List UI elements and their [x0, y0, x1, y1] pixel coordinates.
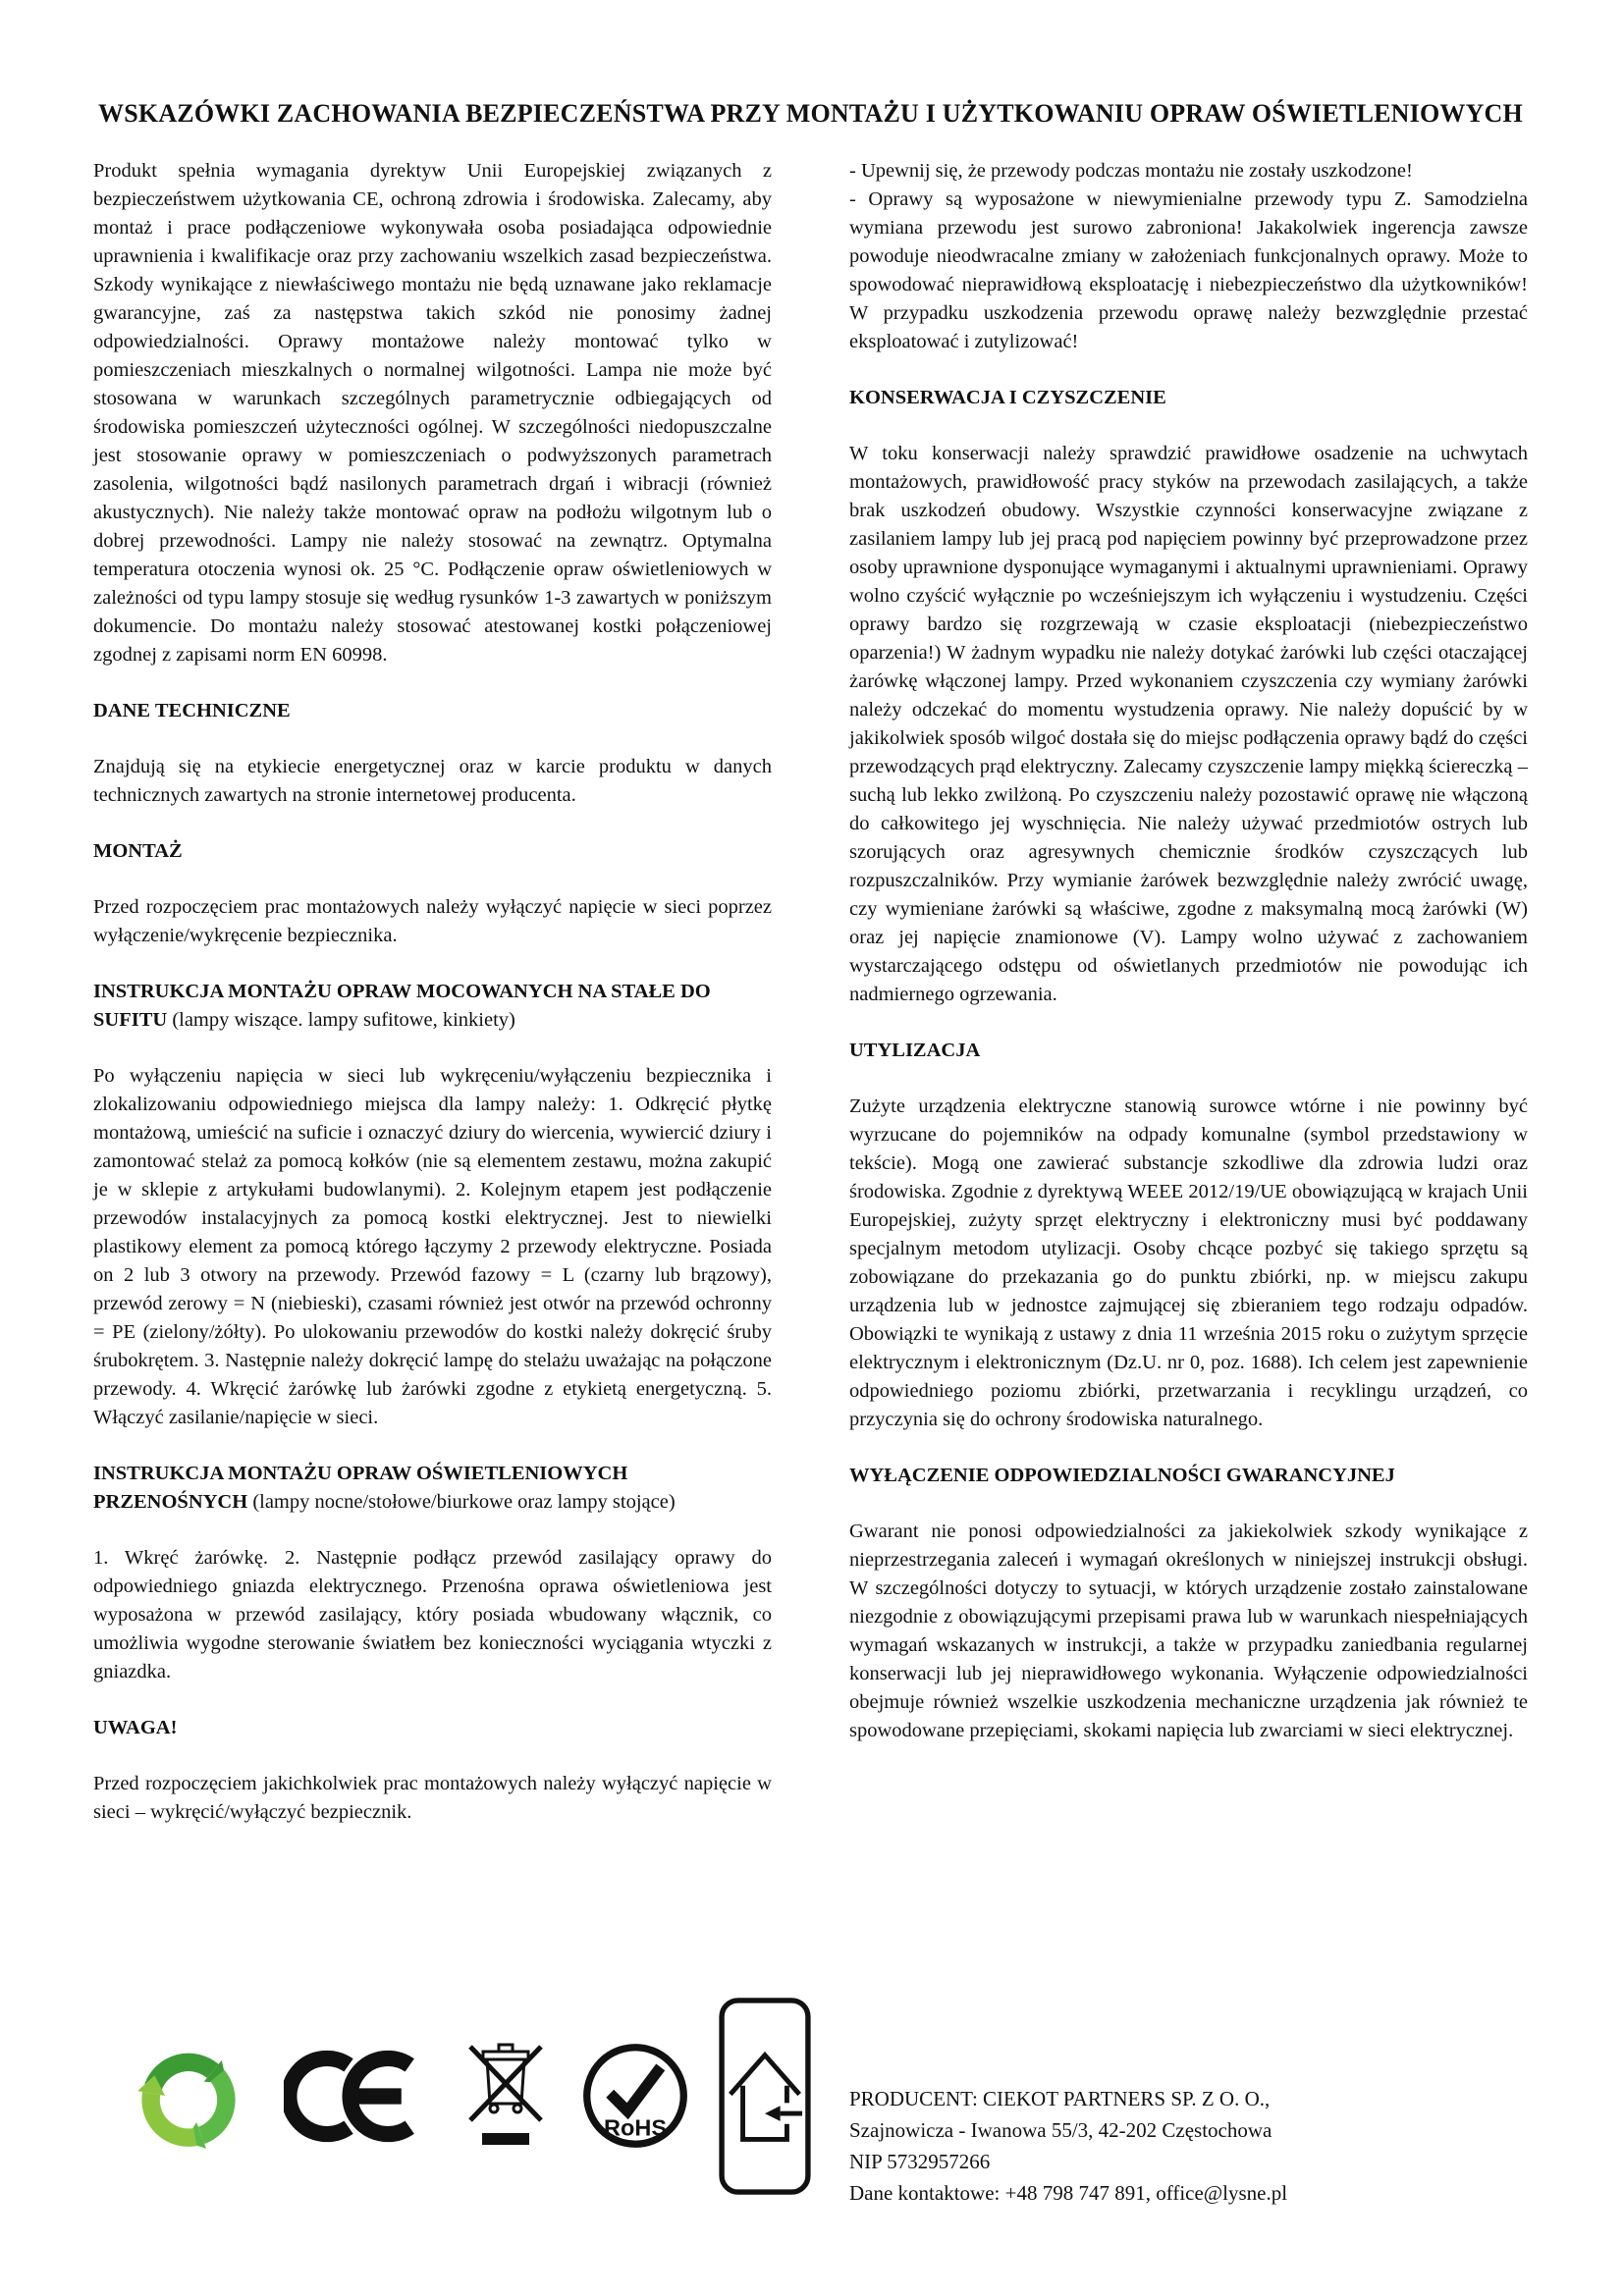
paragraph: 1. Wkręć żarówkę. 2. Następnie podłącz przewód zasilający oprawy do odpowiedniego gniazda elektrycznego. Przenośna oprawa oświetleniowa jest wyposażona w przewód zasilający, który posiada wbudowany włącznik, co umożliwia wygodne sterowanie światłem bez konieczności wyciągania wtyczki z gniazdka. — [93, 1546, 772, 1682]
heading-bold-part: INSTRUKCJA MONTAŻU OPRAW MOCOWANYCH NA STAŁE DO SUFITU — [93, 980, 711, 1031]
paragraph: W toku konserwacji należy sprawdzić prawidłowe osadzenie na uchwytach montażowych, prawidłowość pracy styków na przewodach zasilających, a także brak uszkodzeń obudowy. Wszystkie czynności konserwacyjne związane z zasilaniem lampy lub jej pracą pod napięciem powinny być przeprowadzone przez osoby uprawnione dysponujące wymaganymi i aktualnymi uprawnieniami. Oprawy wolno czyścić wyłącznie po wcześniejszym ich wyłączeniu i wystudzeniu. Części oprawy bardzo się rozgrzewają w czasie eksploatacji (niebezpieczeństwo oparzenia!) W żadnym wypadku nie należy dotykać żarówki lub części otaczającej żarówkę włączonej lampy. Przed wykonaniem czyszczenia czy wymiany żarówki należy odczekać do momentu wystudzenia oprawy. Nie należy dopuścić by w jakikolwiek sposób wilgoć dostała się do miejsc podłączenia oprawy bądź do części przewodzących prąd elektryczny. Zalecamy czyszczenie lampy miękką ściereczką – suchą lub lekko zwilżoną. Po czyszczeniu należy pozostawić oprawę nie włączoną do całkowitego jej wyschnięcia. Nie należy używać przedmiotów ostrych lub szorujących oraz agresywnych chemicznie środków czyszczących lub rozpuszczalników. Przy wymianie żarówek bezwzględnie należy zwrócić uwagę, czy wymieniane żarówki są właściwe, zgodne z maksymalną mocą żarówki (W) oraz jej napięcie znamionowe (V). Lampy wolno używać z zachowaniem wystarczającego odstępu od oświetlanych przedmiotów nie powodując ich nadmiernego ogrzewania. — [849, 442, 1528, 1005]
right-column — [849, 157, 1528, 1854]
two-column-layout — [93, 157, 1528, 1854]
page-footer — [93, 1993, 1528, 2209]
page-title: WSKAZÓWKI ZACHOWANIA BEZPIECZEŃSTWA PRZY MONTAŻU I UŻYTKOWANIU OPRAW OŚWIETLENIOWYCH — [98, 99, 1523, 128]
left-column — [93, 157, 772, 1854]
heading-utylizacja: UTYLIZACJA — [849, 1039, 981, 1061]
producer-line: Szajnowicza - Iwanowa 55/3, 42-202 Częstochowa — [849, 2118, 1272, 2142]
paragraph: Znajdują się na etykiecie energetycznej oraz w karcie produktu w danych technicznych zawartych na stronie internetowej producenta. — [93, 755, 772, 806]
weee-bin-icon — [457, 2027, 555, 2164]
producer-line: Dane kontaktowe: +48 798 747 891, office@lysne.pl — [849, 2181, 1288, 2205]
intro-paragraph: Produkt spełnia wymagania dyrektyw Unii Europejskiej związanych z bezpieczeństwem użytkowania CE, ochroną zdrowia i środowiska. Zalecamy, aby montaż i prace podłączeniowe wykonywała osoba posiadająca odpowiednie uprawnienia i kwalifikacje oraz przy zachowaniu wszelkich zasad bezpieczeństwa. Szkody wynikające z niewłaściwego montażu nie będą uznawane jako reklamacje gwarancyjne, zaś za następstwa takich szkód nie ponosimy żadnej odpowiedzialności. Oprawy montażowe należy montować tylko w pomieszczeniach mieszkalnych o normalnej wilgotności. Lampa nie może być stosowana w warunkach szczególnych parametrycznie odbiegających od środowiska pomieszczeń użyteczności ogólnej. W szczególności niedopuszczalne jest stosowanie oprawy w pomieszczeniach o podwyższonych parametrach zasolenia, wilgotności bądź nasilonych parametrach drgań i wibracji (również akustycznych). Nie należy także montować opraw na podłożu wilgotnym lub o dobrej przewodności. Lampy nie należy stosować na zewnątrz. Optymalna temperatura otoczenia wynosi ok. 25 °C. Podłączenie opraw oświetleniowych w zależności od typu lampy stosuje się według rysunków 1-3 zawartych w poniższym dokumencie. Do montażu należy stosować atestowanej kostki połączeniowej zgodnej z zapisami norm EN 60998. — [93, 159, 772, 666]
ce-mark-icon — [284, 2049, 431, 2144]
heading-konserwacja: KONSERWACJA I CZYSZCZENIE — [849, 386, 1166, 408]
rohs-icon — [580, 2041, 690, 2151]
indoor-use-icon — [716, 1996, 814, 2197]
paragraph: Przed rozpoczęciem prac montażowych należy wyłączyć napięcie w sieci poprzez wyłączenie/wykręcenie bezpiecznika. — [93, 895, 772, 946]
paragraph: Gwarant nie ponosi odpowiedzialności za jakiekolwiek szkody wynikające z nieprzestrzegania zaleceń i wymagań określonych w niniejszej instrukcji obsługi. W szczególności dotyczy to sytuacji, w których urządzenie zostało zainstalowane niezgodnie z obowiązującymi przepisami prawa lub w warunkach niespełniających wymagań wskazanych w instrukcji, a także w przypadku zaniedbania regularnej konserwacji lub jej nieprawidłowego wykonania. Wyłączenie odpowiedzialności obejmuje również wszelkie uszkodzenia mechaniczne urządzenia jak również te spowodowane przepięciami, skokami napięcia lub zwarciami w sieci elektrycznej. — [849, 1520, 1528, 1741]
certification-icons — [93, 1993, 814, 2199]
heading-instrukcja-przenosne — [93, 1460, 772, 1517]
heading-wylaczenie-odpowiedzialnosci: WYŁĄCZENIE ODPOWIEDZIALNOŚCI GWARANCYJNEJ — [849, 1464, 1395, 1486]
heading-bold-part: INSTRUKCJA MONTAŻU OPRAW OŚWIETLENIOWYCH PRZENOŚNYCH — [93, 1462, 628, 1513]
heading-instrukcja-sufit — [93, 978, 772, 1035]
heading-montaz: MONTAŻ — [93, 839, 183, 862]
heading-normal-part: (lampy wiszące. lampy sufitowe, kinkiety) — [167, 1008, 515, 1031]
producer-line: NIP 5732957266 — [849, 2150, 991, 2173]
paragraph: Po wyłączeniu napięcia w sieci lub wykręceniu/wyłączeniu bezpiecznika i zlokalizowaniu odpowiedniego miejsca dla lampy należy: 1. Odkręcić płytkę montażową, umieścić na suficie i oznaczyć dziury do wiercenia, wywiercić dziury i zamontować stelaż za pomocą kołków (nie są elementem zestawu, można zakupić je w sklepie z artykułami budowlanymi). 2. Kolejnym etapem jest podłączenie przewodów instalacyjnych za pomocą kostki elektrycznej. Jest to niewielki plastikowy element za pomocą którego łączymy 2 przewody elektryczne. Posiada on 2 lub 3 otwory na przewody. Przewód fazowy = L (czarny lub brązowy), przewód zerowy = N (niebieski), czasami również jest otwór na przewód ochronny = PE (zielony/żółty). Po ulokowaniu przewodów do kostki należy dokręcić śruby śrubokrętem. 3. Następnie należy dokręcić lampę do stelażu uważając na połączone przewody. 4. Wkręcić żarówkę lub żarówki zgodne z etykietą energetyczną. 5. Włączyć zasilanie/napięcie w sieci. — [93, 1064, 772, 1428]
heading-dane-techniczne: DANE TECHNICZNE — [93, 699, 291, 721]
rohs-label: RoHS — [603, 2114, 668, 2141]
producer-info — [849, 2083, 1528, 2209]
producer-line: PRODUCENT: CIEKOT PARTNERS SP. Z O. O., — [849, 2087, 1271, 2110]
bullet-list — [849, 157, 1528, 356]
paragraph: Zużyte urządzenia elektryczne stanowią surowce wtórne i nie powinny być wyrzucane do pojemników na odpady komunalne (symbol przedstawiony w tekście). Mogą one zawierać substancje szkodliwe dla zdrowia ludzi oraz środowiska. Zgodnie z dyrektywą WEEE 2012/19/UE obowiązującą w krajach Unii Europejskiej, zużyty sprzęt elektryczny i elektroniczny musi być poddawany specjalnym metodom utylizacji. Osoby chcące pozbyć się takiego sprzętu są zobowiązane do przekazania go do punktu zbiórki, np. w miejscu zakupu urządzenia lub w jednostce zajmującej się zbieraniem tego rodzaju odpadów. Obowiązki te wynikają z ustawy z dnia 11 września 2015 roku o zużytym sprzęcie elektrycznym i elektronicznym (Dz.U. nr 0, poz. 1688). Ich celem jest zapewnienie odpowiedniego poziomu zbiórki, przetwarzania i recyklingu urządzeń, co przyczynia się do ochrony środowiska naturalnego. — [849, 1095, 1528, 1430]
bullet-item: - Upewnij się, że przewody podczas montażu nie zostały uszkodzone! — [849, 159, 1413, 182]
paragraph: Przed rozpoczęciem jakichkolwiek prac montażowych należy wyłączyć napięcie w sieci – wykręcić/wyłączyć bezpiecznik. — [93, 1772, 772, 1823]
heading-uwaga: UWAGA! — [93, 1716, 178, 1738]
bullet-item: - Oprawy są wyposażone w niewymienialne przewody typu Z. Samodzielna wymiana przewodu jest surowo zabroniona! Jakakolwiek ingerencja zawsze powoduje nieodwracalne zmiany w założeniach funkcjonalnych oprawy. Może to spowodować nieprawidłową eksploatację i niebezpieczeństwo dla użytkowników! W przypadku uszkodzenia przewodu oprawę należy bezwzględnie przestać eksploatować i zutylizować! — [849, 187, 1528, 352]
heading-normal-part: (lampy nocne/stołowe/biurkowe oraz lampy stojące) — [247, 1490, 676, 1513]
recycling-icon — [119, 2026, 258, 2165]
